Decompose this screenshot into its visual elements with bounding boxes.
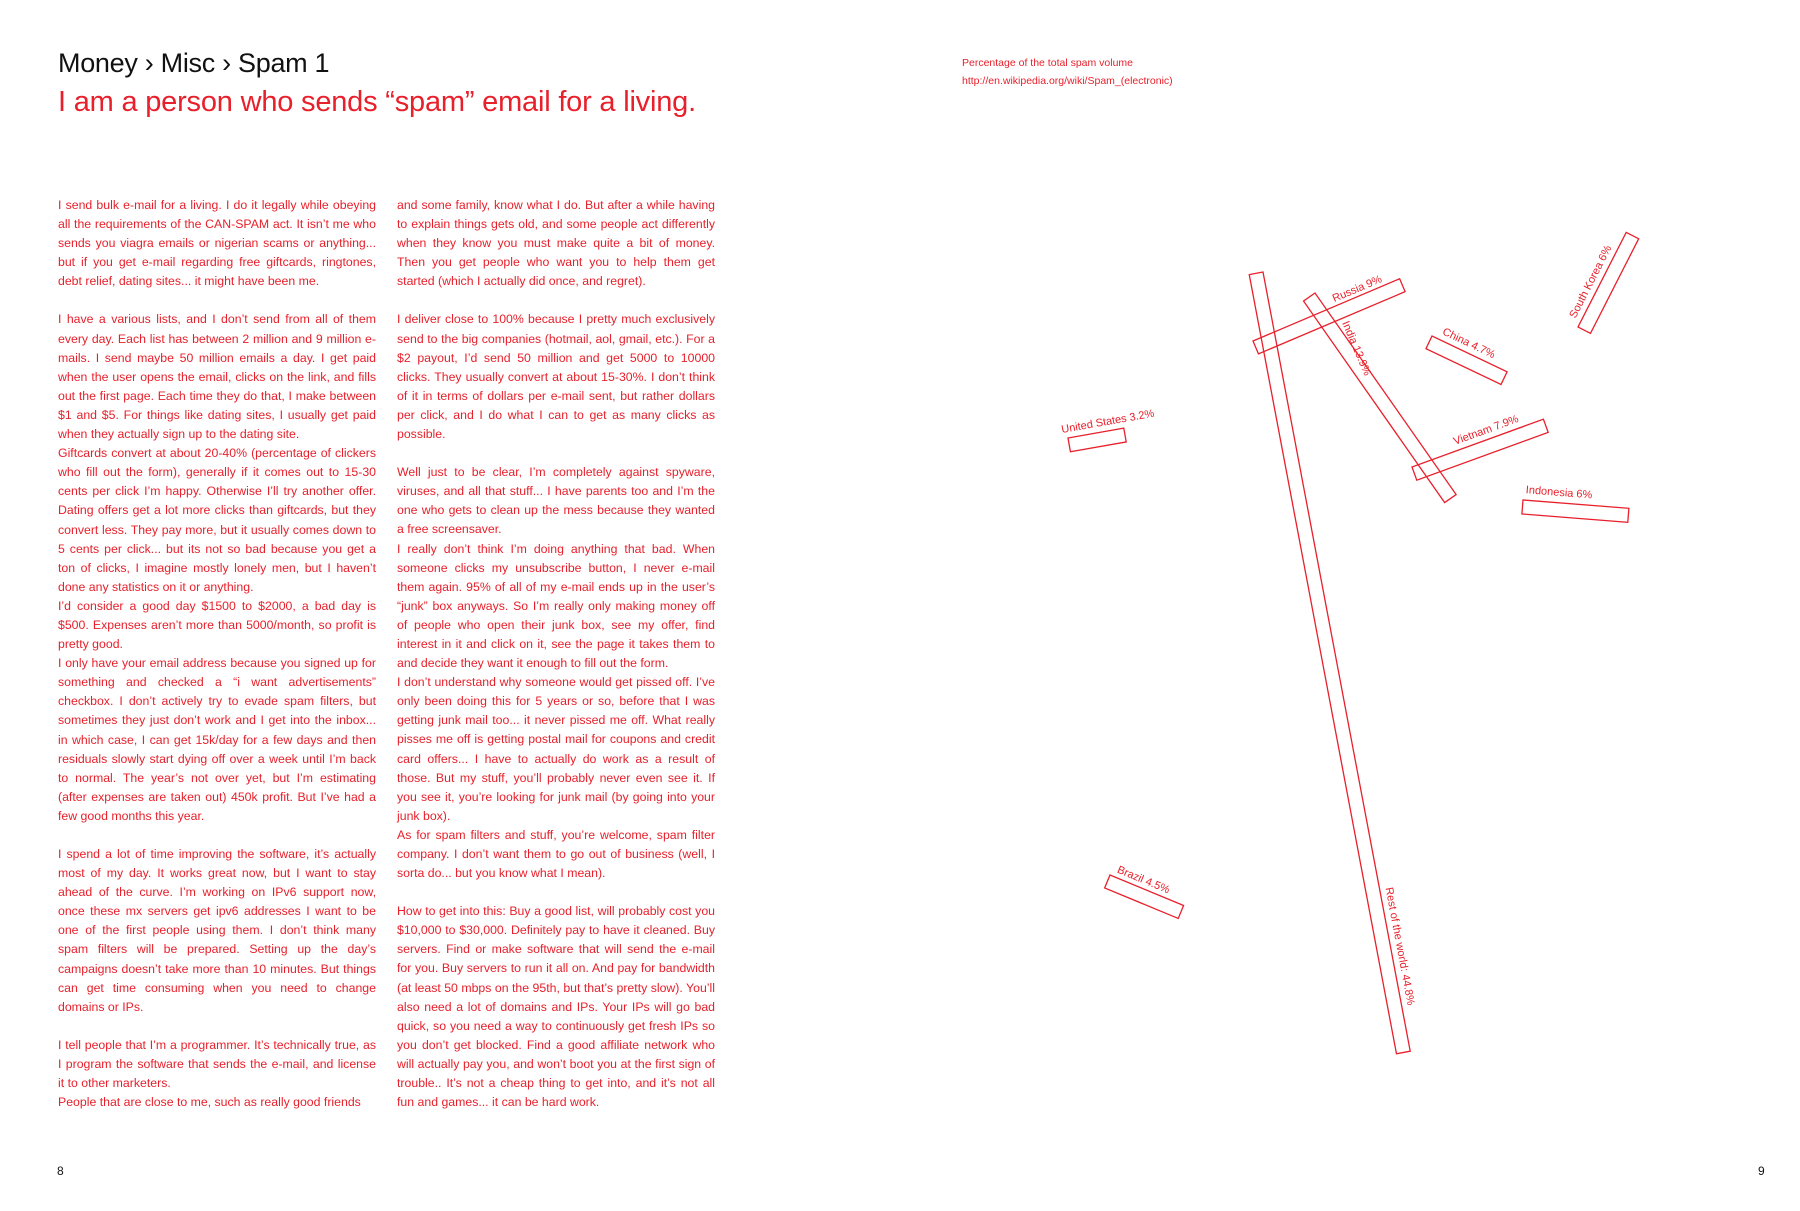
paragraph: I spend a lot of time improving the software, it’s actually most of my day. It works great now, but I want to stay ahead of the curve. I’m working on IPv6 support now, once these mx servers get ipv6 addresses I want to be one of the first people using them. I don’t think many spam filters will be prepared. Setting up the day’s campaigns doesn’t take more than 10 minutes. But things can get time consuming when you need to change domains or IPs. [58,847,376,1014]
bar-label-indonesia: Indonesia 6% [1525,484,1593,502]
paragraph: Well just to be clear, I’m completely against spyware, viruses, and all that stuff... I have parents too and I’m the one who gets to clean up the mess because they wanted a free screensaver. [397,465,715,537]
paragraph: I have a various lists, and I don’t send from all of them every day. Each list has between 2 million and 9 million e-mails. I send maybe 50 million emails a day. I get paid when the user opens the email, clicks on the link, and fills out the first page. Each time they do that, I make between $1 and $5. For things like dating sites, I usually get paid when they actually sign up to the dating site. [58,312,376,442]
bar-label-united-states: United States 3.2% [1060,407,1156,436]
bar-group-rest-of-the-world [1249,269,1425,1054]
bar-group-indonesia [1522,484,1630,522]
paragraph: How to get into this: Buy a good list, will probably cost you $10,000 to $30,000. Definitely pay to have it cleaned. Buy servers. Find or make software that will send the e-mail for you. Buy servers to run it all on. And pay for bandwidth (at least 50 mbps on the 95th, but that’s pretty slow). You’ll also need a lot of domains and IPs. Your IPs will go bad quick, so you need a way to continuously get fresh IPs so you don’t get blocked. Find a good affiliate network who will actually pay you, and won’t boot you at the first sign of trouble.. It’s not a cheap thing to get into, and it’s not all fun and games... it can be hard work. [397,904,715,1110]
paragraph: I send bulk e-mail for a living. I do it legally while obeying all the requirements of the CAN-SPAM act. It isn’t me who sends you viagra emails or nigerian scams or anything... but if you get e-mail regarding free giftcards, ringtones, debt relief, dating sites... it might have been me. [58,198,376,289]
bar-label-russia: Russia 9% [1330,273,1384,305]
paragraph: I’d consider a good day $1500 to $2000, a bad day is $500. Expenses aren’t more than 5000/month, so profit is pretty good. [58,598,376,652]
bar-group-brazil [1105,862,1189,918]
page-number-left: 8 [57,1164,64,1178]
chart-source-caption: Percentage of the total spam volume [962,57,1134,69]
bar-label-rest-of-the-world: Rest of the world: 44.8% [1382,886,1417,1007]
paragraph: I really don’t think I’m doing anything that bad. When someone clicks my unsubscribe button, I never e-mail them again. 95% of all of my e-mail ends up in the user’s “junk” box anyways. So I’m really only making money off of people who open their junk box, see my offer, find interest in it and click on it, see the page it takes them to and decide they want it enough to fill out the form. [397,541,715,671]
bar-rest-of-the-world [1249,272,1410,1054]
bar-label-vietnam: Vietnam 7.9% [1451,413,1521,448]
bar-label-south-korea: South Korea 6% [1567,243,1615,321]
paragraph: and some family, know what I do. But after a while having to explain things gets old, and some people act differently when they know you must make quite a bit of money. Then you get people who want you to help them get started (which I actually did once, and regret). [397,198,715,289]
bar-group-india [1304,285,1468,502]
paragraph: I deliver close to 100% because I pretty much exclusively send to the big companies (hotmail, aol, gmail, etc.). For a $2 payout, I’d send 50 million and get 5000 to 10000 clicks. They usually convert at about 15-30%. I don’t think of it in terms of dollars per e-mail sent, but rather dollars per click, and I do what I can to get as many clicks as possible. [397,312,715,442]
bar-group-united-states [1060,408,1158,453]
bar-group-vietnam [1407,405,1548,480]
paragraph: I only have your email address because you signed up for something and checked a “i want advertisements” checkbox. I don’t actively try to evade spam filters, but sometimes they just don’t work and I get into the inbox... in which case, I can get 15k/day for a few days and then residuals slowly start dying off over a week until I’m back to normal. The year’s not over yet, but I’m estimating (after expenses are taken out) 450k profit. But I’ve had a few good months this year. [58,656,376,823]
page-number-right: 9 [1758,1164,1765,1178]
bar-indonesia [1522,500,1629,522]
bar-label-india: India 13.9% [1339,319,1374,378]
paragraph: Giftcards convert at about 20-40% (percentage of clickers who fill out the form), generally if it comes out to 15-30 cents per click I’m happy. Otherwise I’ll try another offer. Dating offers get a lot more clicks than giftcards, but they convert less. They pay more, but it usually comes down to 5 cents per click... but its not so bad because you get a ton of clicks, I imagine mostly lonely men, but I haven’t done any statistics on it or anything. [58,446,376,594]
bar-label-china: China 4.7% [1440,325,1498,362]
page-title: I am a person who sends “spam” email for a living. [58,86,696,118]
chart-source-url: http://en.wikipedia.org/wiki/Spam_(electronic) [962,75,1173,87]
bar-group-china [1426,322,1514,384]
paragraph: As for spam filters and stuff, you’re welcome, spam filter company. I don’t want them to go out of business (well, I sorta do... but you know what I mean). [397,827,715,881]
paragraph: I don’t understand why someone would get pissed off. I’ve only been doing this for 5 years or so, before that I was getting junk mail too... it never pissed me off. What really pisses me off is getting postal mail for coupons and credit card offers... I have to actually do work as a result of those. But my stuff, you’ll probably never even see it. If you see it, you’re looking for junk mail (by going into your junk box). [397,675,715,823]
breadcrumb: Money › Misc › Spam 1 [58,48,330,78]
bar-label-brazil: Brazil 4.5% [1115,863,1172,897]
paragraph: People that are close to me, such as really good friends [58,1095,361,1110]
paragraph: I tell people that I’m a programmer. It’s technically true, as I program the software that sends the e-mail, and license it to other marketers. [58,1037,376,1091]
bar-group-south-korea [1565,226,1639,334]
